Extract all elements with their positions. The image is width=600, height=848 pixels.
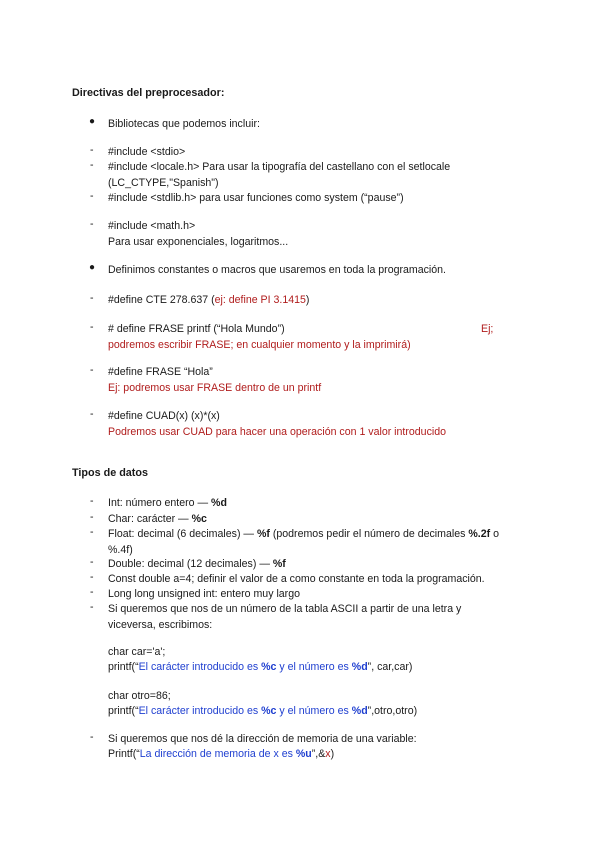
section-title-preprocessor: Directivas del preprocesador: [72, 87, 225, 99]
list-dash: - [90, 321, 94, 333]
list-dash: - [90, 364, 94, 376]
list-dash: - [90, 495, 94, 507]
list-dash: - [90, 159, 94, 171]
section-title-data-types: Tipos de datos [72, 467, 148, 479]
bullet-dot: ● [89, 116, 96, 127]
list-dash: - [90, 218, 94, 230]
list-dash: - [90, 586, 94, 598]
list-dash: - [90, 556, 94, 568]
list-dash: - [90, 511, 94, 523]
list-dash: - [90, 731, 94, 743]
list-dash: - [90, 526, 94, 538]
list-dash: - [90, 571, 94, 583]
list-dash: - [90, 144, 94, 156]
document-page: Directivas del preprocesador: ● Bibliotecas que podemos incluir: - #include <stdio> - #include <locale.h> Para usar la tipografía del castellano con el setlocale (LC_CTYPE,"Spanish") - #include <stdlib.h> para usar funciones como system (“pause”) - #include <math.h> Para usar exponenciales, logaritmos... ● Definimos constantes o macros que usaremos en toda la programación. - #define CTE 278.637 (ej: define PI 3.1415) - # define FRASE printf (“Hola Mundo”) Ej; podremos escribir FRASE; en cualquier momento y la imprimirá) - #define FRASE “Hola” Ej: podremos usar FRASE dentro de un printf - #define CUAD(x) (x)*(x) Podremos usar CUAD para hacer una operación con 1 valor introducido Tipos de datos - Int: número entero — %d - Char: carácter — %c - Float: decimal (6 decimales) — %f (podremos pedir el número de decimales %.2f o %.4f) - Double: decimal (12 decimales) — %f - Const double a=4; definir el valor de a como constante en toda la programación. - Long long unsigned int: entero muy largo - Si queremos que nos de un número de la tabla ASCII a partir de una letra y viceversa, escribimos: char car='a'; printf(“El carácter introducido es %c y el número es %d”, car,car) char otro=86; printf(“El carácter introducido es %c y el número es %d”,otro,otro) - Si queremos que nos dé la dirección de memoria de una variable: Printf(“La dirección de memoria de x es %u”,&x) [72, 87, 499, 760]
list-dash: - [90, 601, 94, 613]
list-dash: - [90, 190, 94, 202]
list-dash: - [90, 292, 94, 304]
list-dash: - [90, 408, 94, 420]
bullet-dot: ● [89, 262, 96, 273]
